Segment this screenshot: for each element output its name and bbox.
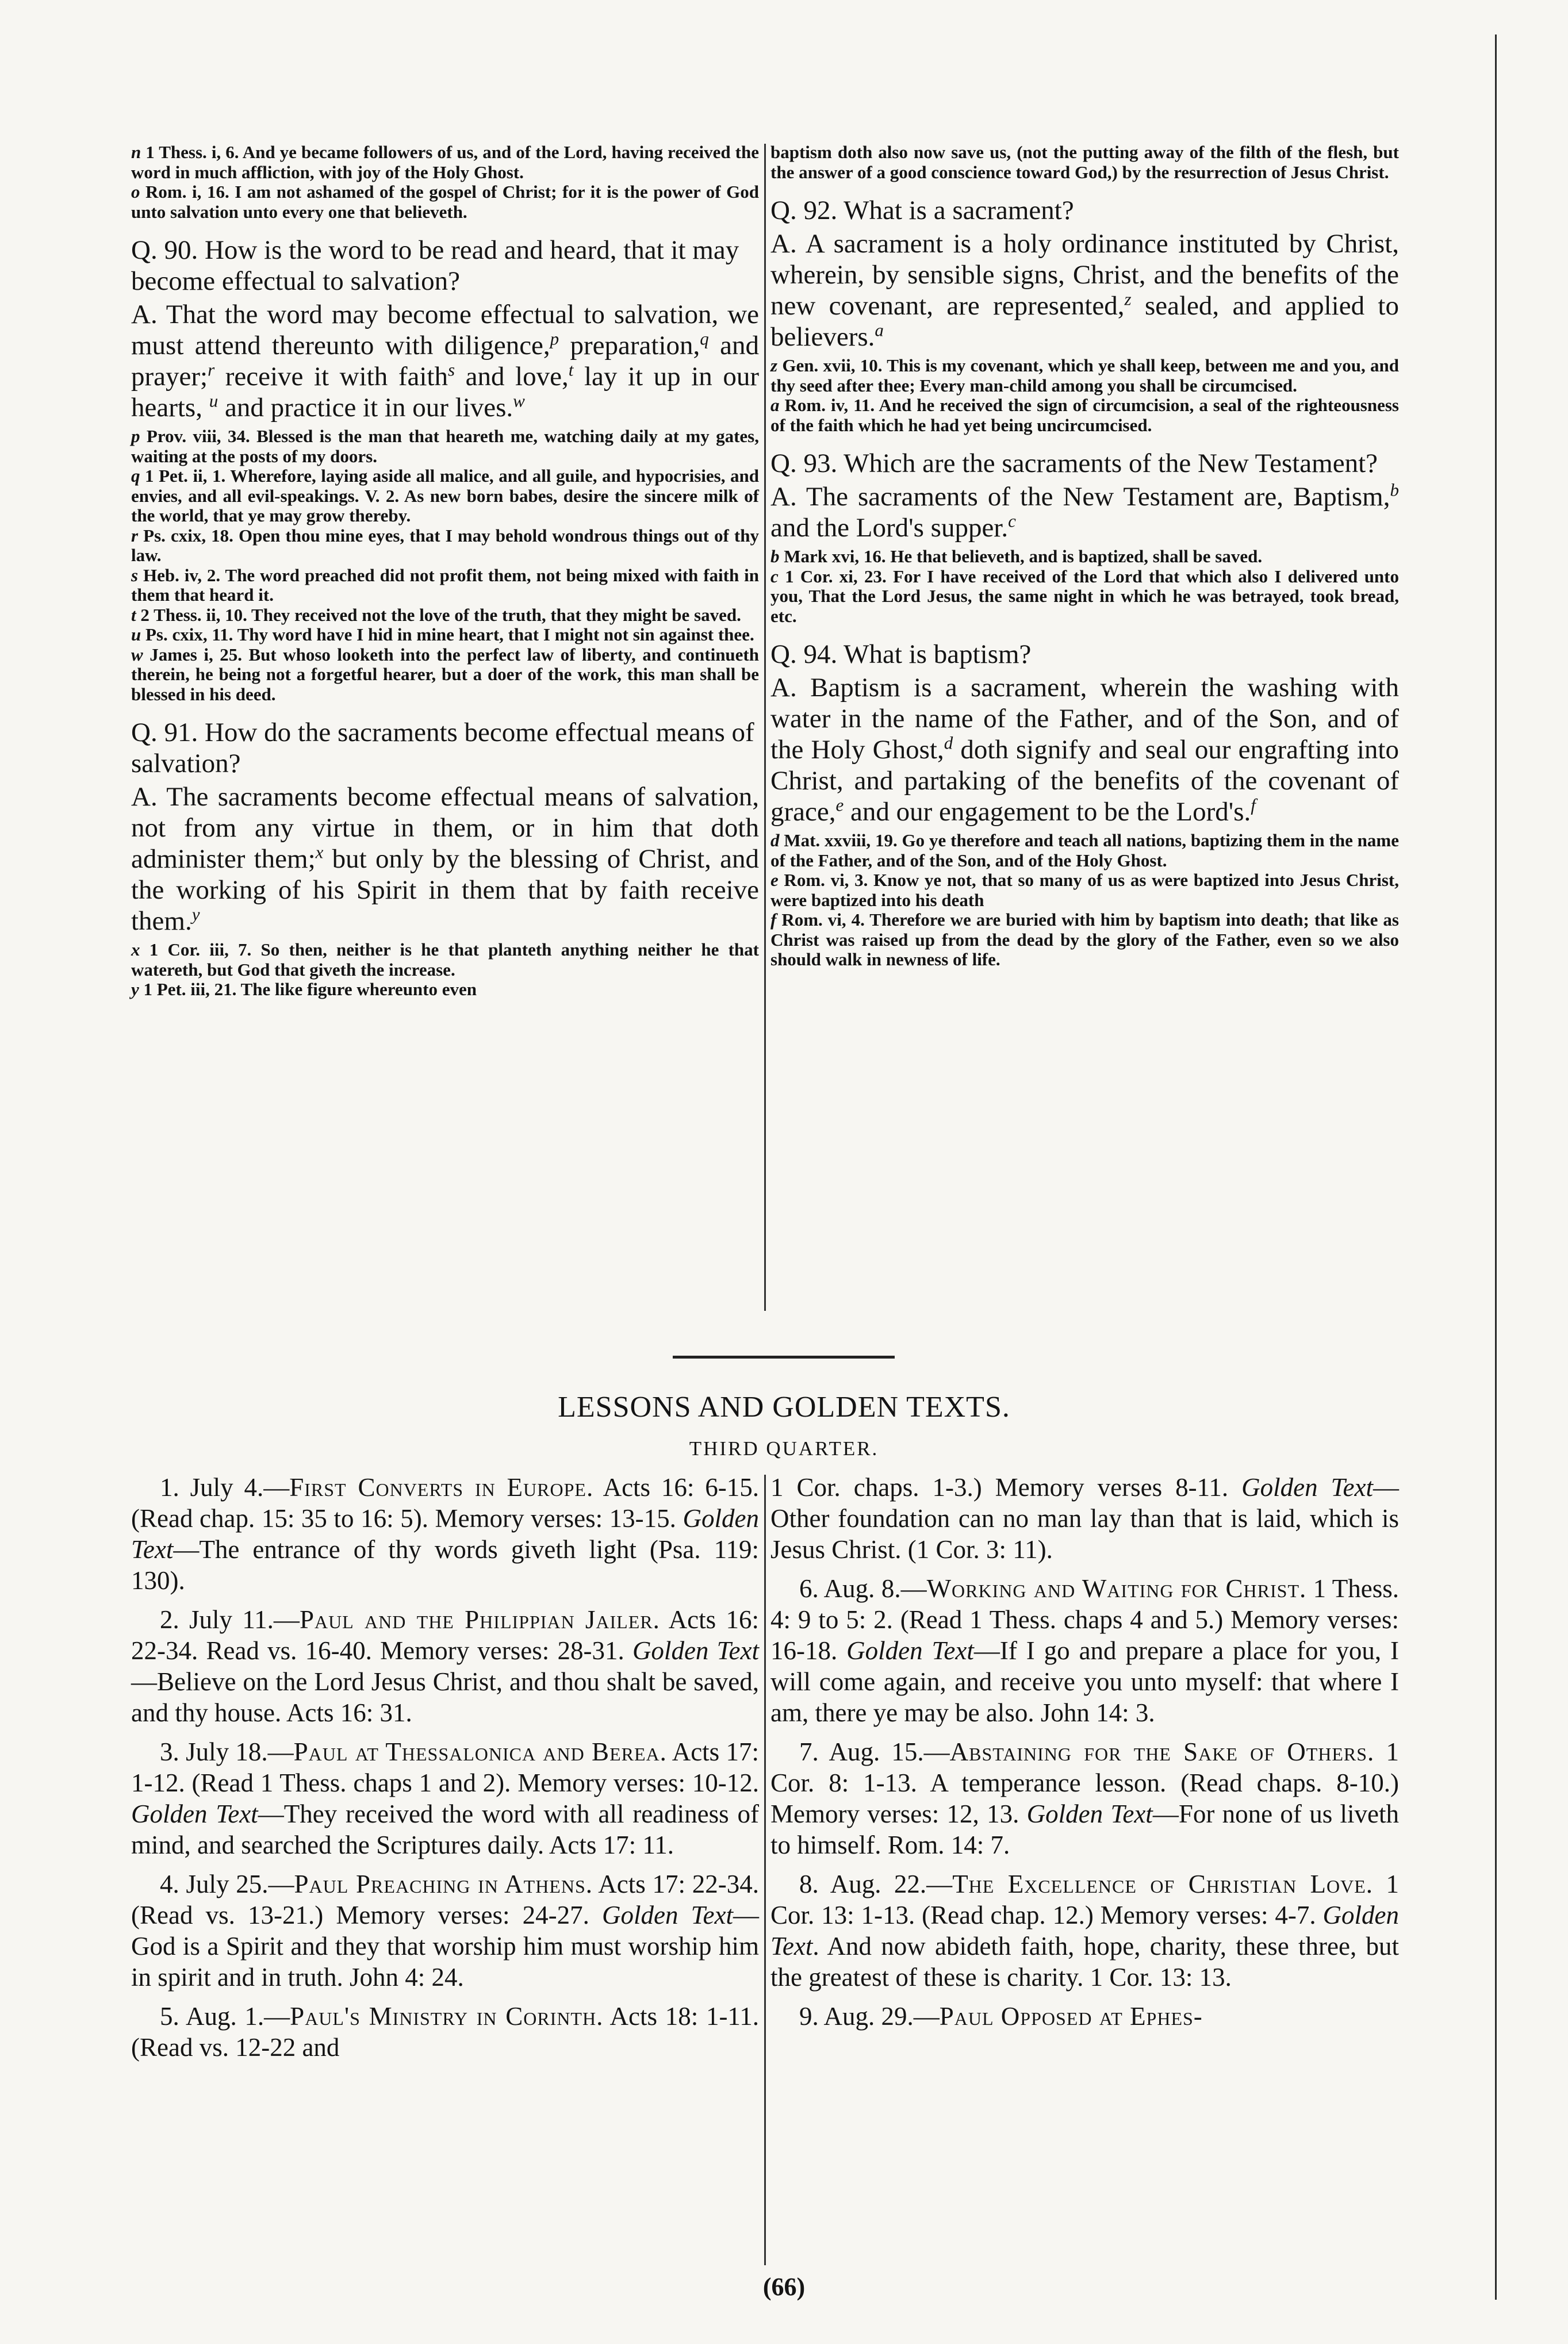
page-number: (66)	[762, 2273, 806, 2301]
scripture-proof-note	[131, 427, 759, 466]
proof-marker: d	[770, 830, 780, 850]
section-rule	[673, 1356, 895, 1359]
answer-text: A. A sacrament is a holy ordinance instituted by Christ, wherein, by sensible signs, Christ, and the benefits of the new covenant, are represented,	[770, 229, 1399, 321]
lessons-heading: LESSONS AND GOLDEN TEXTS.	[558, 1391, 1010, 1424]
lesson-text: —Believe on the Lord Jesus Christ, and thou shalt be saved, and thy house. Acts 16: 31.	[131, 1667, 759, 1727]
proof-text: 1 Pet. ii, 1. Wherefore, laying aside all malice, and all guile, and hypocrisies, and envies, and all evil-speakings. V. 2. As new born babes, desire the sincere milk of the world, that ye may grow thereby.	[131, 466, 759, 525]
catechism-question: Q. 92. What is a sacrament?	[770, 195, 1074, 225]
lesson-text: 1 Cor. 8: 1-13. A temperance lesson. (Read chaps. 8-10.) Memory verses: 12, 13.	[770, 1737, 1399, 1828]
lesson-text: 9. Aug. 29.—	[799, 2002, 940, 2031]
proof-text: 1 Thess. i, 6. And ye became followers of us, and of the Lord, having received the word in much affliction, with joy of the Holy Ghost.	[131, 142, 759, 182]
scripture-proof-note	[131, 182, 759, 222]
lesson-text: 6. Aug. 8.—	[799, 1574, 927, 1603]
scripture-proof-note	[131, 980, 759, 1000]
proof-marker: f	[770, 910, 777, 930]
proof-marker: s	[131, 565, 139, 585]
lesson-title: Working and Waiting for Christ.	[926, 1574, 1307, 1603]
lesson-text: 3. July 18.—	[160, 1737, 294, 1766]
lesson-text: —For none of us liveth to himself. Rom. 14: 7.	[770, 1800, 1400, 1859]
proof-text: 1 Cor. xi, 23. For I have received of the Lord that which also I delivered unto you, That the Lord Jesus, the same night in which he was betrayed, took bread, etc.	[770, 566, 1399, 626]
lesson-text: 1 Cor. chaps. 1-3.) Memory verses 8-11.	[770, 1473, 1242, 1502]
scripture-proof-note	[770, 547, 1399, 567]
answer-text: A. Baptism is a sacrament, wherein the washing with water in the name of the Father, and of the Son, and of the Holy Ghost,	[770, 673, 1399, 765]
lesson-entry	[131, 2001, 759, 2063]
proof-text: Gen. xvii, 10. This is my covenant, which ye shall keep, between me and you, and thy seed after thee; Every man-child among you shall be circumcised.	[770, 355, 1399, 396]
lesson-text: —God is a Spirit and they that worship him must worship him in spirit and in truth. John 4: 24.	[131, 1901, 759, 1992]
catechism-left-column	[131, 143, 759, 1000]
footnote-reference: y	[191, 904, 200, 924]
lesson-text: 1 Thess. 4: 9 to 5: 2. (Read 1 Thess. chaps 4 and 5.) Memory verses: 16-18.	[770, 1574, 1399, 1665]
proof-text: Heb. iv, 2. The word preached did not profit them, not being mixed with faith in them that heard it.	[131, 565, 759, 605]
lesson-text: 7. Aug. 15.—	[799, 1737, 950, 1766]
lesson-title: Paul Opposed at Ephes-	[939, 2002, 1203, 2031]
catechism-question: Q. 93. Which are the sacraments of the New Testament?	[770, 448, 1378, 478]
answer-text: and love,	[455, 362, 569, 392]
answer-text: and prayer;	[131, 331, 759, 392]
lesson-text: Acts 17: 1-12. (Read 1 Thess. chaps 1 and 2). Memory verses: 10-12.	[131, 1737, 760, 1797]
proof-marker: r	[131, 525, 139, 546]
proof-marker: p	[131, 426, 140, 446]
scripture-proof-note	[770, 143, 1399, 182]
column-divider	[764, 1475, 766, 2265]
answer-text: doth signify and seal our engrafting into Christ, and partaking of the benefits of the covenant of grace,	[770, 735, 1399, 827]
lesson-text: 4. July 25.—	[160, 1870, 294, 1898]
answer-text: A. That the word may become effectual to salvation, we must attend thereunto with diligence,	[131, 300, 759, 360]
proof-text: Rom. i, 16. I am not ashamed of the gospel of Christ; for it is the power of God unto salvation unto every one that believeth.	[131, 182, 759, 222]
lesson-text: Acts 18: 1-11. (Read vs. 12-22 and	[131, 2002, 760, 2062]
footnote-reference: p	[550, 328, 559, 349]
lesson-text: Acts 16: 6-15. (Read chap. 15: 35 to 16: 5). Memory verses: 13-15.	[131, 1473, 759, 1533]
lesson-title: Paul Preaching in Athens.	[294, 1870, 593, 1898]
scripture-proof-note	[131, 526, 759, 566]
proof-text: Rom. vi, 4. Therefore we are buried with him by baptism into death; that like as Christ was raised up from the dead by the glory of the Father, even so we also should walk in newness of life.	[770, 910, 1399, 969]
golden-text-label: Golden Text	[1026, 1800, 1153, 1828]
scripture-proof-note	[131, 625, 759, 645]
catechism-right-column	[770, 143, 1399, 970]
lesson-title: The Excellence of Christian Love.	[952, 1870, 1374, 1898]
proof-marker: q	[131, 466, 140, 486]
lesson-text: —The entrance of thy words giveth light (Psa. 119: 130).	[131, 1535, 759, 1595]
lesson-text: —Other foundation can no man lay than that is laid, which is Jesus Christ. (1 Cor. 3: 11).	[770, 1473, 1399, 1564]
proof-marker: o	[131, 182, 140, 202]
lesson-title: First Converts in Europe.	[289, 1473, 594, 1502]
answer-text: and practice it in our lives.	[218, 393, 513, 423]
lessons-subheading: THIRD QUARTER.	[689, 1437, 879, 1460]
lesson-text: Acts 17: 22-34. (Read vs. 13-21.) Memory verses: 24-27.	[131, 1870, 759, 1929]
lesson-text: Acts 16: 22-34. Read vs. 16-40. Memory verses: 28-31.	[131, 1605, 759, 1665]
footnote-reference: z	[1124, 289, 1132, 309]
catechism-answer	[770, 672, 1399, 827]
proof-text: Ps. cxix, 18. Open thou mine eyes, that I may behold wondrous things out of thy law.	[131, 525, 759, 565]
proof-text: James i, 25. But whoso looketh into the perfect law of liberty, and continueth therein, he being not a forgetful hearer, but a doer of the work, this man shall be blessed in his deed.	[131, 644, 759, 704]
proof-text: Rom. iv, 11. And he received the sign of circumcision, a seal of the righteousness of the faith which he had yet being uncircumcised.	[770, 395, 1399, 435]
scripture-proof-note	[131, 645, 759, 705]
answer-text: and the Lord's supper.	[770, 513, 1009, 543]
scripture-proof-note	[770, 356, 1399, 396]
answer-text: lay it up in our hearts,	[131, 362, 760, 423]
proof-marker: w	[131, 644, 143, 665]
lesson-text: 2. July 11.—	[160, 1605, 300, 1634]
lesson-text: —If I go and prepare a place for you, I will come again, and receive you unto myself: that where I am, there ye may be also. John 14: 3.	[770, 1636, 1399, 1727]
scripture-proof-note	[770, 870, 1399, 910]
proof-marker: e	[770, 870, 779, 890]
footnote-reference: u	[209, 390, 218, 411]
proof-marker: n	[131, 142, 141, 162]
proof-text: 1 Pet. iii, 21. The like figure whereunto even	[139, 979, 477, 999]
proof-text: Mat. xxviii, 19. Go ye therefore and teach all nations, baptizing them in the name of the Father, and of the Son, and of the Holy Ghost.	[770, 830, 1399, 870]
answer-text: A. The sacraments become effectual means of salvation, not from any virtue in them, or in him that doth administer them;	[131, 782, 759, 874]
proof-text: Prov. viii, 34. Blessed is the man that heareth me, watching daily at my gates, waiting at the posts of my doors.	[131, 426, 759, 466]
scripture-proof-note	[131, 940, 759, 980]
scripture-proof-note	[770, 396, 1399, 435]
lesson-entry	[770, 1573, 1399, 1728]
catechism-answer	[131, 299, 759, 423]
footnote-reference: c	[1008, 511, 1016, 531]
golden-text-label: Golden Text	[602, 1901, 733, 1929]
answer-text: and our engagement to be the Lord's.	[844, 797, 1251, 827]
answer-text: A. The sacraments of the New Testament are, Baptism,	[770, 482, 1390, 512]
lesson-entry	[770, 1472, 1399, 1565]
proof-text: 1 Cor. iii, 7. So then, neither is he that planteth anything neither he that watereth, but God that giveth the increase.	[131, 939, 759, 980]
catechism-question: Q. 94. What is baptism?	[770, 639, 1032, 669]
proof-marker: b	[770, 546, 780, 566]
lesson-entry	[770, 1869, 1399, 1993]
lessons-left-column	[131, 1472, 759, 2071]
golden-text-label: Golden Text	[846, 1636, 974, 1665]
proof-marker: z	[770, 355, 778, 375]
answer-text: but only by the blessing of Christ, and the working of his Spirit in them that by faith receive them.	[131, 844, 760, 936]
scripture-proof-note	[770, 831, 1399, 870]
binding-edge	[1495, 34, 1497, 2300]
footnote-reference: f	[1251, 795, 1256, 815]
proof-marker: u	[131, 624, 141, 644]
footnote-reference: r	[208, 359, 215, 380]
golden-text-label: Golden Text	[770, 1901, 1399, 1961]
footnote-reference: e	[835, 795, 844, 815]
golden-text-label: Golden Text	[632, 1636, 759, 1665]
lesson-title: Paul's Ministry in Corinth.	[290, 2002, 604, 2031]
lesson-title: Abstaining for the Sake of Others.	[949, 1737, 1375, 1766]
lesson-text: 8. Aug. 22.—	[799, 1870, 953, 1898]
lesson-text: —They received the word with all readiness of mind, and searched the Scriptures daily. Acts 17: 11.	[131, 1800, 759, 1859]
proof-text: 2 Thess. ii, 10. They received not the love of the truth, that they might be saved.	[136, 604, 741, 625]
footnote-reference: b	[1390, 479, 1399, 500]
scripture-proof-note	[131, 143, 759, 182]
scripture-proof-note	[770, 567, 1399, 627]
lesson-text: . And now abideth faith, hope, charity, these three, but the greatest of these is charity. 1 Cor. 13: 13.	[770, 1932, 1399, 1992]
scripture-proof-note	[770, 910, 1399, 970]
golden-text-label: Golden Text	[131, 1800, 258, 1828]
footnote-reference: t	[568, 359, 574, 380]
proof-marker: t	[131, 604, 136, 625]
catechism-answer	[770, 481, 1399, 543]
catechism-question: Q. 91. How do the sacraments become effectual means of salvation?	[131, 718, 754, 778]
scripture-proof-note	[131, 605, 759, 626]
catechism-answer	[131, 781, 759, 937]
answer-text: receive it with faith	[214, 362, 448, 392]
lessons-right-column	[770, 1472, 1399, 2040]
proof-marker: y	[131, 979, 139, 999]
lesson-entry	[131, 1472, 759, 1596]
proof-text: Rom. vi, 3. Know ye not, that so many of us as were baptized into Jesus Christ, were baptized into his death	[770, 870, 1399, 910]
lesson-text: 5. Aug. 1.—	[160, 2002, 290, 2031]
proof-marker: a	[770, 395, 780, 415]
lesson-title: Paul at Thessalonica and Berea.	[293, 1737, 667, 1766]
catechism-question: Q. 90. How is the word to be read and heard, that it may become effectual to salvation?	[131, 235, 739, 296]
proof-marker: c	[770, 566, 779, 586]
lesson-entry	[770, 1736, 1399, 1860]
answer-text: preparation,	[559, 331, 700, 360]
footnote-reference: a	[875, 320, 884, 340]
footnote-reference: d	[944, 732, 953, 753]
lesson-text: 1. July 4.—	[160, 1473, 290, 1502]
scripture-proof-note	[131, 566, 759, 605]
footnote-reference: w	[513, 390, 525, 411]
lesson-entry	[131, 1604, 759, 1728]
golden-text-label: Golden Text	[1241, 1473, 1373, 1502]
golden-text-label: Golden Text	[131, 1504, 759, 1564]
lesson-entry	[770, 2001, 1399, 2032]
proof-text: Mark xvi, 16. He that believeth, and is baptized, shall be saved.	[779, 546, 1263, 566]
footnote-reference: x	[315, 842, 324, 862]
catechism-answer	[770, 228, 1399, 352]
proof-marker: x	[131, 939, 140, 960]
lesson-entry	[131, 1869, 759, 1993]
lesson-title: Paul and the Philippian Jailer.	[299, 1605, 660, 1634]
scripture-proof-note	[131, 466, 759, 526]
footnote-reference: q	[700, 328, 709, 349]
column-divider	[764, 144, 766, 1311]
footnote-reference: s	[447, 359, 455, 380]
proof-text: baptism doth also now save us, (not the putting away of the filth of the flesh, but the answer of a good conscience toward God,) by the resurrection of Jesus Christ.	[770, 142, 1399, 182]
lesson-entry	[131, 1736, 759, 1860]
proof-text: Ps. cxix, 11. Thy word have I hid in mine heart, that I might not sin against thee.	[141, 624, 754, 644]
lesson-text: 1 Cor. 13: 1-13. (Read chap. 12.) Memory verses: 4-7.	[770, 1870, 1400, 1929]
answer-text: sealed, and applied to believers.	[770, 291, 1399, 352]
